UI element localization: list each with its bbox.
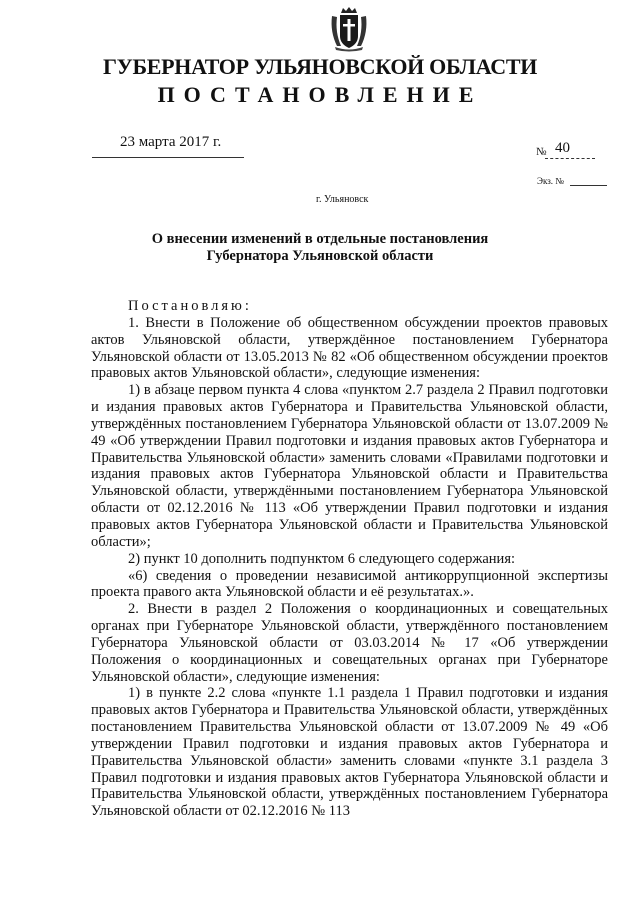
paragraph: 1. Внести в Положение об общественном обсуждении проектов правовых актов Ульяновской области, утверждённое постановлением Губернатора Ульяновской области от 13.05.2013 № 82 «Об общественном обсуждении проектов правовых актов Ульяновской области», следующие изменения: xyxy=(91,314,608,382)
document-date: 23 марта 2017 г. xyxy=(120,134,222,150)
copy-number-label: Экз. № xyxy=(537,176,564,186)
date-underline xyxy=(92,157,244,158)
number-underline xyxy=(545,158,595,159)
copy-number-underline xyxy=(570,185,607,186)
paragraph: 1) в абзаце первом пункта 4 слова «пунктом 2.7 раздела 2 Правил подготовки и издания правовых актов Губернатора и Правительства Ульяновской области, утверждённых постановлением Губернатора Ульяновской области от 13.07.2009 № 49 «Об утверждении Правил подготовки и издания правовых актов Губернатора и Правительства Ульяновской области» заменить словами «Правилами подготовки и издания правовых актов Губернатора Ульяновской области и Правительства Ульяновской области, утверждёнными постановлением Губернатора Ульяновской области от 02.12.2016 № 113 «Об утверждении Правил подготовки и издания правовых актов Губернатора Ульяновской области и Правительства Ульяновской области»; xyxy=(91,382,608,550)
title-line-1: О внесении изменений в отдельные постановления xyxy=(151,231,489,247)
governor-heading: ГУБЕРНАТОР УЛЬЯНОВСКОЙ ОБЛАСТИ xyxy=(102,54,538,79)
document-body xyxy=(91,298,608,820)
title-line-2: Губернатора Ульяновской области xyxy=(206,248,434,264)
ulyanovsk-coat-of-arms-icon xyxy=(329,6,369,52)
document-number: 40 xyxy=(555,140,570,156)
document-type-heading: ПОСТАНОВЛЕНИЕ xyxy=(157,82,483,107)
city-label: г. Ульяновск xyxy=(316,194,369,205)
paragraph: 2) пункт 10 дополнить подпунктом 6 следующего содержания: xyxy=(128,550,516,567)
paragraph: «6) сведения о проведении независимой антикоррупционной экспертизы проекта правого акта Ульяновской области и её результатах.». xyxy=(91,567,608,601)
number-label: № xyxy=(536,146,547,158)
document-title xyxy=(0,231,640,265)
paragraph: 2. Внести в раздел 2 Положения о координационных и совещательных органах при Губернаторе Ульяновской области, утверждённого постановлением Губернатора Ульяновской области от 03.03.2014 № 17 «Об утверждении Положения о координационных и совещательных органах при Губернаторе Ульяновской области», следующие изменения: xyxy=(91,601,608,685)
decree-intro: Постановляю: xyxy=(128,298,252,314)
paragraph: 1) в пункте 2.2 слова «пункте 1.1 раздела 1 Правил подготовки и издания правовых актов Губернатора и Правительства Ульяновской области, утверждённых постановлением Правительства Ульяновской области от 13.07.2009 № 49 «Об утверждении Правил подготовки и издания правовых актов Губернатора и Правительства Ульяновской области» заменить словами «пункте 3.1 раздела 3 Правил подготовки и издания правовых актов Губернатора Ульяновской области и Правительства Ульяновской области, утверждённых постановлением Губернатора Ульяновской области от 02.12.2016 № 113 xyxy=(91,685,608,820)
